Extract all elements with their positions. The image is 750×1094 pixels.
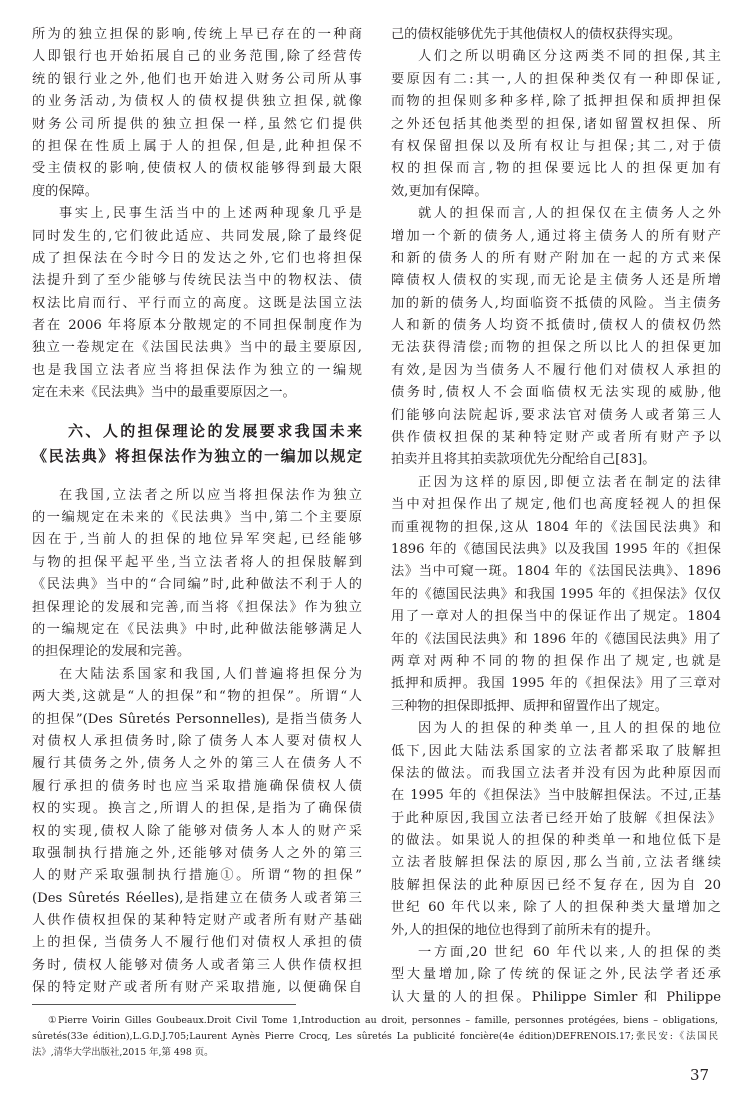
text-line: 同时发生的,它们彼此适应、共同发展,除了最终促	[32, 228, 362, 244]
text-line: 和新的债务人的所有财产附加在一起的方式来保	[391, 250, 721, 266]
text-line: 两大类,这就是“人的担保”和“物的担保”。所谓“人	[32, 689, 362, 705]
text-line: 统的银行业之外,他们也开始进入财务公司所从事	[32, 71, 362, 87]
text-line: 的担保在性质上属于人的担保,但是,此种担保不	[32, 138, 362, 154]
text-line: 履行承担的债务时也应当采取措施确保债权人债	[32, 778, 362, 794]
text-line: 增加一个新的债务人,通过将主债务人的所有财产	[391, 228, 721, 244]
text-line: 抵押和质押。我国 1995 年的《担保法》用了三章对	[391, 676, 721, 692]
heading-line: 六、人的担保理论的发展要求我国未来	[68, 421, 362, 440]
text-line: 无法获得清偿;而物的担保之所以比人的担保更加	[391, 340, 721, 356]
paragraph-4	[32, 664, 362, 1000]
text-line: 的一编规定在未来的《民法典》当中,第二个主要原	[32, 510, 362, 526]
text-line: 而物的担保则多种多样,除了抵押担保和质押担保	[391, 94, 721, 110]
footnote-line: ①Pierre Voirin Gilles Goubeaux.Droit Civil Tome 1,Introduction au droit, personnes – famille, personnes protégées, biens – obligations,	[48, 1015, 718, 1026]
text-line: 立法者肢解担保法的原因,那么当前,立法者继续	[391, 855, 721, 871]
paragraph-5	[391, 46, 721, 203]
text-line: 人供作债权担保的某种特定财产或者所有财产基础	[32, 913, 362, 929]
text-line: 1896 年的《德国民法典》以及我国 1995 年的《担保	[391, 541, 721, 557]
text-line: 受主债权的影响,使债权人的债权能够得到最大限	[32, 161, 362, 177]
text-line: 法》当中可窥一斑。1804 年的《法国民法典》、1896	[391, 564, 721, 580]
text-line: 在大陆法系国家和我国,人们普遍将担保分为	[59, 666, 362, 682]
text-line: 成了担保法在今时今日的发达之外,它们也将担保	[32, 250, 362, 266]
text-line: 保的特定财产或者所有财产采取措施, 以便确保自	[32, 980, 362, 996]
footnote-divider	[32, 1004, 296, 1005]
text-line: 年的《法国民法典》和 1896 年的《德国民法典》用了	[391, 631, 721, 647]
footnote-line: sûretés(33e édition),L.G.D.J.705;Laurent Aynès Pierre Crocq, Les sûretés La publicité foncière(4e édition)DEFRENOIS.17;张民安:《法国民	[32, 1031, 718, 1042]
text-line: 三种物的担保即抵押、质押和留置作出了规定。	[391, 698, 668, 714]
text-line: 事实上,民事生活当中的上述两种现象几乎是	[59, 206, 362, 222]
text-line: 上的担保, 当债务人不履行他们对债权人承担的债	[32, 935, 362, 951]
text-line: 权的担保而言,物的担保要远比人的担保更加有	[391, 161, 721, 177]
text-line: (Des Sûretés Réelles),是指建立在债务人或者第三	[32, 890, 362, 906]
text-line: 因在于,当前人的担保的地位异军突起,已经能够	[32, 532, 362, 548]
text-line: 拍卖并且将其拍卖款项优先分配给自己[83]。	[391, 452, 656, 468]
text-line: 于此种原因,我国立法者已经开始了肢解《担保法》	[391, 810, 721, 826]
text-line: 加的新的债务人,均面临资不抵债的风险。当主债务	[391, 295, 721, 311]
text-line: 在我国,立法者之所以应当将担保法作为独立	[59, 487, 362, 503]
text-line: 有权保留担保以及所有权让与担保;其二,对于债	[391, 138, 721, 154]
text-line: 债务时,债权人不会面临债权无法实现的威胁,他	[391, 385, 721, 401]
text-line: 年的《德国民法典》和我国 1995 年的《担保法》仅仅	[391, 586, 721, 602]
text-line: 两章对两种不同的物的担保作出了规定,也就是	[391, 653, 721, 669]
text-line: 效,更加有保障。	[391, 183, 488, 199]
text-line: 的一编规定在《民法典》中时,此种做法能够满足人	[32, 621, 362, 637]
text-line: 型大量增加,除了传统的保证之外,民法学者还承	[391, 967, 721, 983]
text-line: 履行其债务之外,债务人之外的第三人在债务人不	[32, 756, 362, 772]
right-column	[391, 24, 721, 1009]
paragraph-8	[391, 718, 721, 942]
page-number: 37	[690, 1066, 710, 1084]
text-line: 的做法。如果说人的担保的种类单一和地位低下是	[391, 833, 721, 849]
paragraph-9	[391, 942, 721, 1009]
heading-line: 《民法典》将担保法作为独立的一编加以规定	[32, 446, 362, 465]
text-line: 当中对担保作出了规定,他们也高度轻视人的担保	[391, 497, 721, 513]
text-line: 人和新的债务人均资不抵债时,债权人的债权仍然	[391, 318, 721, 334]
paragraph-1	[32, 24, 362, 203]
text-line: 肢解担保法的此种原因已经不复存在, 因为自 20	[391, 877, 721, 893]
paragraph-7	[391, 472, 721, 718]
text-line: 正因为这样的原因,即便立法者在制定的法律	[418, 474, 721, 490]
text-line: 保法的做法。而我国立法者并没有因为此种原因而	[391, 765, 721, 781]
text-line: 《民法典》当中的“合同编”时,此种做法不利于人的	[32, 577, 362, 593]
text-line: 用了一章对人的担保当中的保证作出了规定。1804	[391, 609, 721, 625]
text-line: 的担保”(Des Sûretés Personnelles), 是指当债务人	[32, 711, 362, 727]
text-line: 权的实现。换言之,所谓人的担保,是指为了确保债	[32, 801, 362, 817]
text-line: 因为人的担保的种类单一,且人的担保的地位	[418, 721, 721, 737]
text-line: 一方面,20 世纪 60 年代以来,人的担保的类	[418, 945, 721, 961]
paragraph-4-continued	[391, 24, 721, 46]
text-line: 权的实现,债权人除了能够对债务人本人的财产采	[32, 823, 362, 839]
text-line: 者在 2006 年将原本分散规定的不同担保制度作为	[32, 318, 362, 334]
footnote-line: 法》,清华大学出版社,2015 年,第 498 页。	[32, 1047, 214, 1058]
text-line: 之外还包括其他类型的担保,诸如留置权担保、所	[391, 116, 721, 132]
text-line: 担保理论的发展和完善,而当将《担保法》作为独立	[32, 599, 362, 615]
text-line: 人的财产采取强制执行措施①。所谓“物的担保”	[32, 868, 362, 884]
text-line: 务时, 债权人能够对债务人或者第三人供作债权担	[32, 957, 362, 973]
text-line: 己的债权能够优先于其他债权人的债权获得实现。	[391, 27, 682, 42]
text-line: 对债权人承担债务时,除了债务人本人要对债权人	[32, 733, 362, 749]
text-line: 认大量的人的担保。Philippe Simler 和 Philippe	[391, 989, 721, 1005]
text-line: 也是我国立法者应当将担保法作为独立的一编规	[32, 362, 362, 378]
paragraph-3	[32, 485, 362, 664]
text-line: 就人的担保而言,人的担保仅在主债务人之外	[418, 206, 721, 222]
text-line: 财务公司所提供的独立担保一样,虽然它们提供	[32, 116, 362, 132]
text-line: 低下,因此大陆法系国家的立法者都采取了肢解担	[391, 743, 721, 759]
left-column	[32, 24, 362, 1000]
text-line: 外,人的担保的地位也得到了前所未有的提升。	[391, 922, 659, 938]
text-line: 所为的独立担保的影响,传统上早已存在的一种商	[32, 27, 362, 42]
text-line: 障债权人债权的实现,而无论是主债务人还是所增	[391, 273, 721, 289]
paragraph-2	[32, 203, 362, 405]
text-line: 有效,是因为当债务人不履行他们对债权人承担的	[391, 362, 721, 378]
text-line: 而重视物的担保,这从 1804 年的《法国民法典》和	[391, 519, 721, 535]
text-line: 取强制执行措施之外,还能够对债务人之外的第三	[32, 845, 362, 861]
text-line: 在 1995 年的《担保法》当中肢解担保法。不过,正基	[391, 788, 721, 804]
paragraph-6	[391, 203, 721, 472]
text-line: 度的保障。	[32, 183, 98, 199]
text-line: 人们之所以明确区分这两类不同的担保,其主	[418, 49, 721, 65]
text-line: 们能够向法院起诉,要求法官对债务人或者第三人	[391, 407, 721, 423]
text-line: 法提升到了至少能够与传统民法当中的物权法、债	[32, 273, 362, 289]
text-line: 供作债权担保的某种特定财产或者所有财产予以	[391, 430, 721, 446]
text-line: 要原因有二:其一,人的担保种类仅有一种即保证,	[391, 71, 721, 87]
text-line: 权法比肩而行、平行而立的高度。这既是法国立法	[32, 295, 362, 311]
text-line: 世纪 60 年代以来, 除了人的担保种类大量增加之	[391, 900, 721, 916]
text-line: 定在未来《民法典》当中的最重要原因之一。	[32, 385, 296, 401]
text-line: 人即银行也开始拓展自己的业务范围,除了经营传	[32, 49, 362, 65]
text-line: 与物的担保平起平坐,当立法者将人的担保肢解到	[32, 554, 362, 570]
text-line: 的担保理论的发展和完善。	[32, 644, 191, 660]
section-heading	[32, 405, 362, 485]
text-line: 独立一卷规定在《法国民法典》当中的最主要原因,	[32, 340, 362, 356]
text-line: 的业务活动,为债权人的债权提供独立担保,就像	[32, 94, 362, 110]
